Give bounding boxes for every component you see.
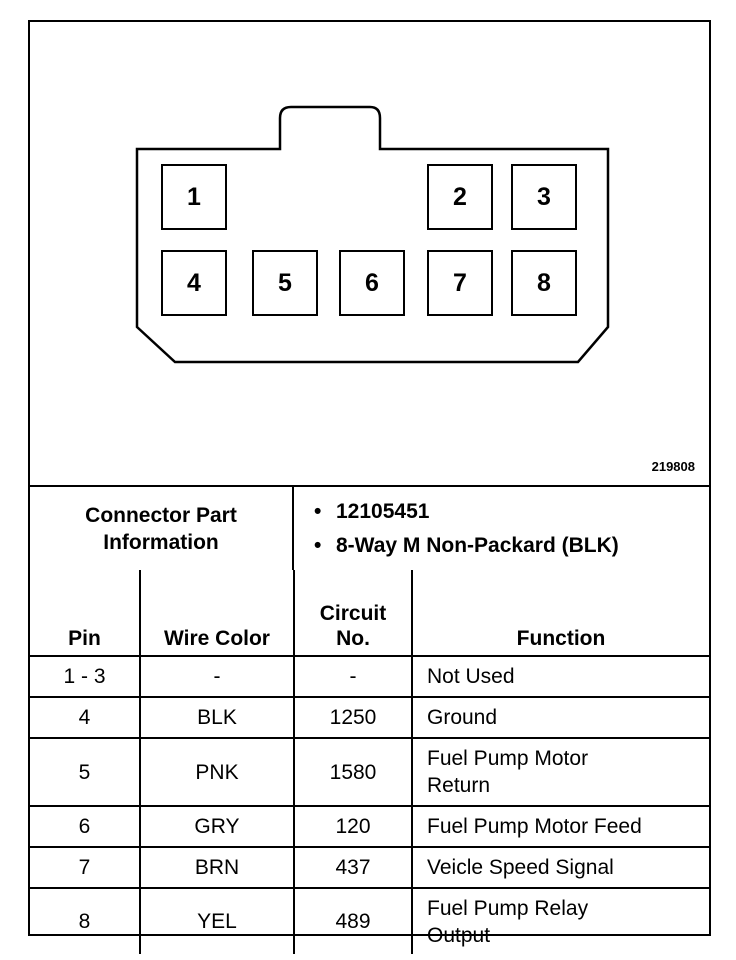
pin-8-cavity: 8 — [511, 250, 577, 316]
cell-circuit: 120 — [294, 806, 412, 847]
pin-3-cavity: 3 — [511, 164, 577, 230]
cell-wire-color: GRY — [140, 806, 294, 847]
header-circuit-no — [294, 570, 412, 656]
pin-7-cavity: 7 — [427, 250, 493, 316]
table-row — [30, 888, 709, 954]
cell-function — [412, 847, 709, 888]
connector-info-label-line1: Connector Part — [85, 503, 237, 527]
cell-function-line1: Veicle Speed Signal — [427, 856, 614, 879]
cell-function-line1: Fuel Pump Motor Feed — [427, 815, 642, 838]
figure-id: 219808 — [651, 459, 695, 474]
pin-5-cavity: 5 — [252, 250, 318, 316]
connector-info-list — [294, 487, 709, 570]
part-number-item: • 12105451 — [336, 499, 709, 533]
connector-info-label — [30, 487, 294, 570]
connector-type-item: • 8-Way M Non-Packard (BLK) — [336, 533, 709, 567]
header-wire-color: Wire Color — [140, 570, 294, 656]
cell-function-line1: Not Used — [427, 665, 515, 688]
cell-function — [412, 806, 709, 847]
connector-info-label-line2: Information — [103, 530, 219, 554]
pin-2-cavity: 2 — [427, 164, 493, 230]
pin-6-cavity: 6 — [339, 250, 405, 316]
cell-pin: 7 — [30, 847, 140, 888]
cell-circuit: 1580 — [294, 738, 412, 806]
pin-table — [30, 570, 709, 954]
header-function: Function — [412, 570, 709, 656]
header-circuit-line1: Circuit — [319, 602, 387, 625]
cell-function-line1: Ground — [427, 706, 498, 729]
cell-function — [412, 656, 709, 697]
table-row — [30, 738, 709, 806]
table-row — [30, 697, 709, 738]
connector-info — [30, 485, 709, 570]
table-header-row — [30, 570, 709, 656]
table-row — [30, 656, 709, 697]
cell-function — [412, 738, 709, 806]
pin-1-cavity: 1 — [161, 164, 227, 230]
cell-function-line2: Output — [427, 923, 491, 947]
cell-circuit: 437 — [294, 847, 412, 888]
cell-function — [412, 697, 709, 738]
cell-wire-color: PNK — [140, 738, 294, 806]
table-row — [30, 806, 709, 847]
cell-pin: 6 — [30, 806, 140, 847]
cell-circuit: 489 — [294, 888, 412, 954]
cell-function — [412, 888, 709, 954]
cell-pin: 8 — [30, 888, 140, 954]
cell-pin: 4 — [30, 697, 140, 738]
connector-diagram — [30, 22, 709, 485]
connector-sheet — [28, 20, 711, 947]
cell-circuit: 1250 — [294, 697, 412, 738]
cell-wire-color: YEL — [140, 888, 294, 954]
cell-wire-color: BRN — [140, 847, 294, 888]
cell-wire-color: BLK — [140, 697, 294, 738]
cell-function-line1: Fuel Pump Relay — [427, 896, 589, 920]
cell-function-line2: Return — [427, 774, 491, 797]
cell-pin: 5 — [30, 738, 140, 806]
cell-function-line1: Fuel Pump Motor — [427, 747, 589, 770]
cell-pin: 1 - 3 — [30, 656, 140, 697]
table-row — [30, 847, 709, 888]
cell-wire-color: - — [140, 656, 294, 697]
header-circuit-line2: No. — [336, 627, 370, 650]
header-pin: Pin — [30, 570, 140, 656]
cell-circuit: - — [294, 656, 412, 697]
pin-4-cavity: 4 — [161, 250, 227, 316]
